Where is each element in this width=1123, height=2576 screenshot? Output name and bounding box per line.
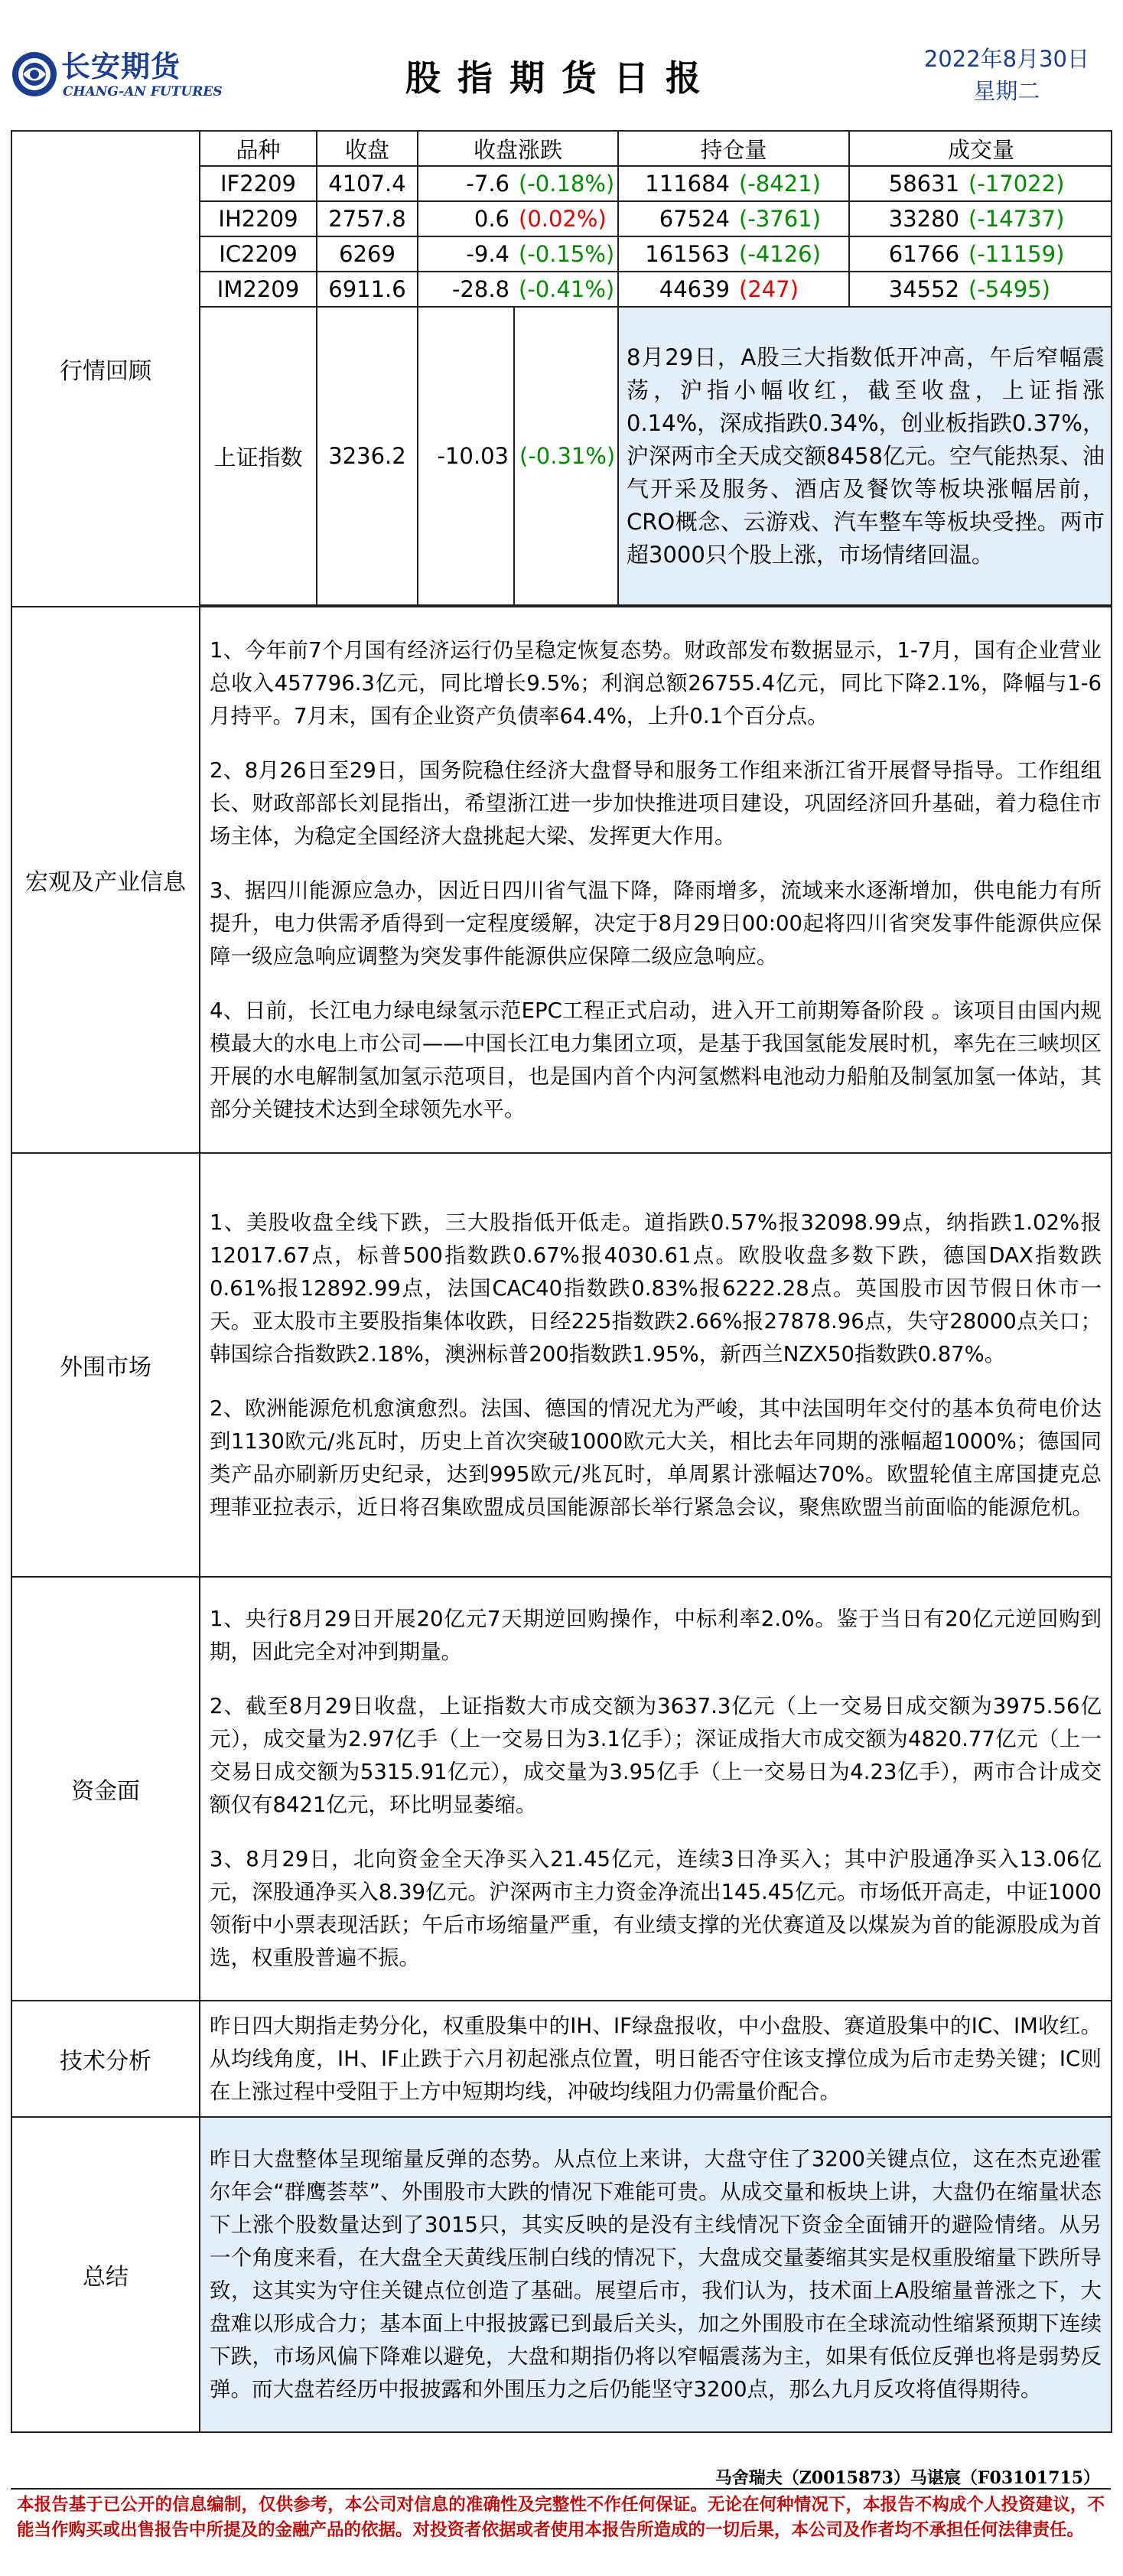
contract-name: IF2209 [200,166,317,201]
macro-item: 2、8月26日至29日，国务院稳住经济大盘督导和服务工作组来浙江省开展督导指导。工作组组长、财政部部长刘昆指出，希望浙江进一步加快推进项目建设，巩固经济回升基础，着力稳住市场主体，为稳定全国经济大盘挑起大梁、发挥更大作用。 [210,757,1102,848]
volume: 34552 [849,272,964,307]
capital-content [200,1577,1112,2001]
macro-item: 3、据四川能源应急办，因近日四川省气温下降，降雨增多，流域来水逐渐增加，供电能力有所提升，电力供需矛盾得到一定程度缓解，决定于8月29日00:00起将四川省突发事件能源供应保障一级应急响应调整为突发事件能源供应保障二级应急响应。 [210,878,1102,969]
col-header-close: 收盘 [317,132,418,166]
section-label-market-review: 行情回顾 [11,131,200,607]
contract-name: IC2209 [200,236,317,272]
volume-change: (-5495) [964,272,1112,307]
close-change-pct: (0.02%) [514,201,618,236]
report-date: 2022年8月30日 [923,46,1089,72]
open-interest-change: (-3761) [734,201,849,236]
macro-row [11,607,1112,1153]
volume: 58631 [849,166,964,201]
quote-row-im [200,272,1112,307]
external-item: 2、欧洲能源危机愈演愈烈。法国、德国的情况尤为严峻，其中法国明年交付的基本负荷电价达到1130欧元/兆瓦时，历史上首次突破1000欧元大关，相比去年同期的涨幅超1000%；德国同类产品亦刷新历史纪录，达到995欧元/兆瓦时，单周累计涨幅达70%。欧盟轮值主席国捷克总理菲亚拉表示，近日将召集欧盟成员国能源部长举行紧急会议，聚焦欧盟当前面临的能源危机。 [210,1395,1102,1519]
close-price: 2757.8 [317,201,418,236]
report-weekday: 星期二 [973,78,1040,104]
technical-content: 昨日四大期指走势分化，权重股集中的IH、IF绿盘报收，中小盘股、赛道股集中的IC、IM收红。从均线角度，IH、IF止跌于六月初起涨点位置，明日能否守住该支撑位成为后市走势关键；IC则在上涨过程中受阻于上方中短期均线，冲破均线阻力仍需量价配合。 [200,2001,1112,2117]
quotes-header-row [200,132,1112,166]
col-header-open-interest: 持仓量 [618,132,849,166]
market-commentary: 8月29日，A股三大指数低开冲高，午后窄幅震荡，沪指小幅收红，截至收盘，上证指涨0.14%，深成指跌0.34%，创业板指跌0.37%，沪深两市全天成交额8458亿元。空气能热泵、油气开采及服务、酒店及餐饮等板块涨幅居前，CRO概念、云游戏、汽车整车等板块受挫。两市超3000只个股上涨，市场情绪回温。 [618,307,1112,605]
close-change-pct: (-0.15%) [514,236,618,272]
close-change: -28.8 [418,272,514,307]
volume-change: (-11159) [964,236,1112,272]
open-interest: 111684 [618,166,734,201]
external-content [200,1153,1112,1577]
close-change: -7.6 [418,166,514,201]
report-authors: 马舍瑞夫（Z0015873）马谌宸（F03101715） [714,2468,1100,2488]
index-change-pct: (-0.31%) [514,307,618,605]
section-label-technical: 技术分析 [11,2001,200,2117]
col-header-product: 品种 [200,132,317,166]
close-price: 6911.6 [317,272,418,307]
open-interest-change: (247) [734,272,849,307]
summary-content: 昨日大盘整体呈现缩量反弹的态势。从点位上来讲，大盘守住了3200关键点位，这在杰克逊霍尔年会“群鹰荟萃”、外围股市大跌的情况下难能可贵。从成交量和板块上讲，大盘仍在缩量状态下上涨个股数量达到了3015只，其实反映的是没有主线情况下资金全面铺开的避险情绪。从另一个角度来看，在大盘全天黄线压制白线的情况下，大盘成交量萎缩其实是权重股缩量下跌所导致，这其实为守住关键点位创造了基础。展望后市，我们认为，技术面上A股缩量普涨之下，大盘难以形成合力；基本面上中报披露已到最后关头，加之外围股市在全球流动性缩紧预期下连续下跌，市场风偏下降难以避免，大盘和期指仍将以窄幅震荡为主，如果有低位反弹也将是弱势反弹。而大盘若经历中报披露和外围压力之后仍能坚守3200点，那么九月反攻将值得期待。 [200,2117,1112,2432]
section-label-summary: 总结 [11,2117,200,2432]
close-price: 6269 [317,236,418,272]
close-change-pct: (-0.41%) [514,272,618,307]
volume-change: (-14737) [964,201,1112,236]
volume-change: (-17022) [964,166,1112,201]
open-interest: 44639 [618,272,734,307]
contract-name: IH2209 [200,201,317,236]
capital-row [11,1577,1112,2001]
macro-content [200,607,1112,1153]
quote-row-if [200,166,1112,201]
summary-row [11,2117,1112,2432]
index-change: -10.03 [418,307,514,605]
index-close: 3236.2 [317,307,418,605]
section-label-external: 外围市场 [11,1153,200,1577]
external-row [11,1153,1112,1577]
quote-row-ic [200,236,1112,272]
open-interest: 67524 [618,201,734,236]
close-change-pct: (-0.18%) [514,166,618,201]
close-price: 4107.4 [317,166,418,201]
macro-item: 1、今年前7个月国有经济运行仍呈稳定恢复态势。财政部发布数据显示，1-7月，国有企业营业总收入457796.3亿元，同比增长9.5%；利润总额26755.4亿元，同比下降2.1%，降幅与1-6月持平。7月末，国有企业资产负债率64.4%，上升0.1个百分点。 [210,637,1102,728]
col-header-volume: 成交量 [849,132,1112,166]
page-title: 股指期货日报 [405,57,718,99]
external-item: 1、美股收盘全线下跌，三大股指低开低走。道指跌0.57%报32098.99点，纳指跌1.02%报12017.67点，标普500指数跌0.67%报4030.61点。欧股收盘多数下跌，德国DAX指数跌0.61%报12892.99点，法国CAC40指数跌0.83%报6222.28点。英国股市因节假日休市一天。亚太股市主要股指集体收跌，日经225指数跌2.66%报27878.96点，失守28000点关口；韩国综合指数跌2.18%，澳洲标普200指数跌1.95%，新西兰NZX50指数跌0.87%。 [210,1210,1102,1366]
contract-name: IM2209 [200,272,317,307]
brand-name-en: CHANG-AN FUTURES [63,84,223,99]
open-interest-change: (-8421) [734,166,849,201]
section-label-macro: 宏观及产业信息 [11,607,200,1153]
brand-name-cn: 长安期货 [61,50,181,83]
index-name: 上证指数 [200,307,317,605]
quote-row-ih [200,201,1112,236]
quotes-table [200,132,1112,606]
technical-row [11,2001,1112,2117]
open-interest-change: (-4126) [734,236,849,272]
section-label-capital: 资金面 [11,1577,200,2001]
capital-item: 1、央行8月29日开展20亿元7天期逆回购操作，中标利率2.0%。鉴于当日有20亿元逆回购到期，因此完全对冲到期量。 [210,1607,1102,1664]
capital-item: 2、截至8月29日收盘，上证指数大市成交额为3637.3亿元（上一交易日成交额为3975.56亿元），成交量为2.97亿手（上一交易日为3.1亿手）；深证成指大市成交额为4820.77亿元（上一交易日成交额为5315.91亿元），成交量为3.95亿手（上一交易日为4.23亿手），两市合计成交额仅有8421亿元，环比明显萎缩。 [210,1694,1102,1817]
market-review-row [11,131,1112,607]
disclaimer: 本报告基于已公开的信息编制，仅供参考，本公司对信息的准确性及完整性不作任何保证。无论在何种情况下，本报告不构成个人投资建议，不能当作购买或出售报告中所提及的金融产品的依据。对投资者依据或者使用本报告所造成的一切后果，本公司及作者均不承担任何法律责任。 [11,2488,1111,2571]
quotes-cell [200,131,1112,607]
col-header-change: 收盘涨跌 [418,132,618,166]
capital-item: 3、8月29日，北向资金全天净买入21.45亿元，连续3日净买入；其中沪股通净买入13.06亿元，深股通净买入8.39亿元。沪深两市主力资金净流出145.45亿元。市场低开高走，中证1000领衔中小票表现活跃；午后市场缩量严重，有业绩支撑的光伏赛道及以煤炭为首的能源股成为首选，权重股普遍不振。 [210,1847,1102,1970]
report-date-block [924,43,1089,107]
report-header [0,0,1123,132]
quote-row-sh-index [200,307,1112,605]
close-change: -9.4 [418,236,514,272]
volume: 61766 [849,236,964,272]
open-interest: 161563 [618,236,734,272]
macro-item: 4、日前，长江电力绿电绿氢示范EPC工程正式启动，进入开工前期筹备阶段 。该项目由国内规模最大的水电上市公司——中国长江电力集团立项，是基于我国氢能发展时机，率先在三峡坝区开展的水电解制氢加氢示范项目，也是国内首个内河氢燃料电池动力船舶及制氢加氢一体站，其部分关键技术达到全球领先水平。 [210,998,1102,1122]
volume: 33280 [849,201,964,236]
report-table [11,130,1112,2433]
close-change: 0.6 [418,201,514,236]
